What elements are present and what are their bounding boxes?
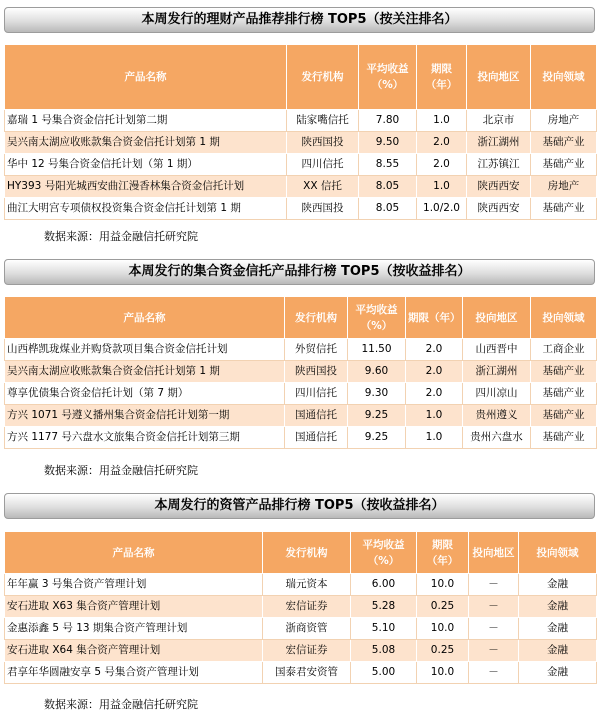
region: 北京市	[467, 110, 531, 132]
field: 基础产业	[531, 427, 597, 449]
yield: 8.55	[359, 154, 417, 176]
yield: 9.25	[348, 405, 406, 427]
term: 2.0	[417, 132, 467, 154]
table-row	[5, 618, 597, 640]
table-row	[5, 574, 597, 596]
yield: 5.00	[351, 662, 417, 684]
product-name: 年年赢 3 号集合资产管理计划	[5, 574, 263, 596]
issuer: 国通信托	[285, 427, 348, 449]
section-3-table	[4, 531, 597, 684]
section-3-title: 本周发行的资管产品排行榜 TOP5（按收益排名）	[4, 493, 595, 519]
region: －	[469, 618, 519, 640]
product-name: 华中 12 号集合资金信托计划（第 1 期）	[5, 154, 287, 176]
yield: 7.80	[359, 110, 417, 132]
issuer: 陆家嘴信托	[287, 110, 359, 132]
issuer: 瑞元资本	[263, 574, 351, 596]
issuer: 宏信证券	[263, 640, 351, 662]
region: 陕西西安	[467, 176, 531, 198]
product-name: 尊享优债集合资金信托计划（第 7 期）	[5, 383, 285, 405]
term: 2.0	[406, 361, 463, 383]
col-header-yield: 平均收益（%）	[348, 297, 406, 339]
col-header-name: 产品名称	[5, 297, 285, 339]
term: 0.25	[417, 596, 469, 618]
product-name: 曲江大明宫专项债权投资集合资金信托计划第 1 期	[5, 198, 287, 220]
issuer: 国通信托	[285, 405, 348, 427]
yield: 9.25	[348, 427, 406, 449]
region: 贵州六盘水	[463, 427, 531, 449]
term: 10.0	[417, 618, 469, 640]
term: 1.0	[417, 110, 467, 132]
field: 金融	[519, 574, 597, 596]
region: －	[469, 640, 519, 662]
col-header-field: 投向领域	[531, 297, 597, 339]
product-name: 吴兴南太湖应收账款集合资金信托计划第 1 期	[5, 132, 287, 154]
region: －	[469, 574, 519, 596]
term: 2.0	[417, 154, 467, 176]
col-header-region: 投向地区	[467, 45, 531, 110]
field: 基础产业	[531, 198, 597, 220]
product-name: 方兴 1071 号遵义播州集合资金信托计划第一期	[5, 405, 285, 427]
yield: 6.00	[351, 574, 417, 596]
term: 10.0	[417, 574, 469, 596]
field: 基础产业	[531, 154, 597, 176]
yield: 11.50	[348, 339, 406, 361]
field: 基础产业	[531, 132, 597, 154]
issuer: XX 信托	[287, 176, 359, 198]
data-source-note: 数据来源：用益金融信托研究院	[44, 698, 198, 711]
product-name: HY393 号阳光城西安曲江漫香林集合资金信托计划	[5, 176, 287, 198]
yield: 9.50	[359, 132, 417, 154]
product-name: 安石进取 X64 集合资产管理计划	[5, 640, 263, 662]
section-2-title: 本周发行的集合资金信托产品排行榜 TOP5（按收益排名）	[4, 259, 595, 285]
table-row	[5, 640, 597, 662]
term: 1.0/2.0	[417, 198, 467, 220]
product-name: 吴兴南太湖应收账款集合资金信托计划第 1 期	[5, 361, 285, 383]
term: 2.0	[406, 383, 463, 405]
region: 江苏镇江	[467, 154, 531, 176]
product-name: 方兴 1177 号六盘水文旅集合资金信托计划第三期	[5, 427, 285, 449]
field: 金融	[519, 662, 597, 684]
field: 房地产	[531, 110, 597, 132]
field: 工商企业	[531, 339, 597, 361]
product-name: 安石进取 X63 集合资产管理计划	[5, 596, 263, 618]
region: －	[469, 662, 519, 684]
col-header-name: 产品名称	[5, 532, 263, 574]
col-header-field: 投向领域	[519, 532, 597, 574]
yield: 5.08	[351, 640, 417, 662]
yield: 5.28	[351, 596, 417, 618]
col-header-issuer: 发行机构	[263, 532, 351, 574]
term: 1.0	[406, 405, 463, 427]
col-header-term: 期限（年）	[417, 45, 467, 110]
col-header-name: 产品名称	[5, 45, 287, 110]
data-source-note: 数据来源：用益金融信托研究院	[44, 464, 198, 477]
field: 基础产业	[531, 361, 597, 383]
product-name: 山西桦凯珑煤业并购贷款项目集合资金信托计划	[5, 339, 285, 361]
col-header-region: 投向地区	[463, 297, 531, 339]
issuer: 外贸信托	[285, 339, 348, 361]
term: 1.0	[417, 176, 467, 198]
region: 浙江湖州	[463, 361, 531, 383]
term: 1.0	[406, 427, 463, 449]
region: 贵州遵义	[463, 405, 531, 427]
table-row	[5, 596, 597, 618]
region: 山西晋中	[463, 339, 531, 361]
yield: 8.05	[359, 198, 417, 220]
col-header-yield: 平均收益（%）	[359, 45, 417, 110]
region: 四川凉山	[463, 383, 531, 405]
issuer: 陕西国投	[285, 361, 348, 383]
issuer: 浙商资管	[263, 618, 351, 640]
issuer: 陕西国投	[287, 198, 359, 220]
issuer: 国泰君安资管	[263, 662, 351, 684]
yield: 9.60	[348, 361, 406, 383]
term: 0.25	[417, 640, 469, 662]
data-source-note: 数据来源：用益金融信托研究院	[44, 230, 198, 243]
section-1-title: 本周发行的理财产品推荐排行榜 TOP5（按关注排名）	[4, 7, 595, 33]
col-header-yield: 平均收益（%）	[351, 532, 417, 574]
col-header-region: 投向地区	[469, 532, 519, 574]
issuer: 四川信托	[285, 383, 348, 405]
field: 房地产	[531, 176, 597, 198]
yield: 9.30	[348, 383, 406, 405]
yield: 5.10	[351, 618, 417, 640]
term: 10.0	[417, 662, 469, 684]
term: 2.0	[406, 339, 463, 361]
issuer: 宏信证券	[263, 596, 351, 618]
col-header-term: 期限（年）	[406, 297, 463, 339]
issuer: 四川信托	[287, 154, 359, 176]
region: 陕西西安	[467, 198, 531, 220]
product-name: 金惠添鑫 5 号 13 期集合资产管理计划	[5, 618, 263, 640]
field: 基础产业	[531, 383, 597, 405]
product-name: 嘉瑞 1 号集合资金信托计划第二期	[5, 110, 287, 132]
col-header-issuer: 发行机构	[285, 297, 348, 339]
field: 金融	[519, 618, 597, 640]
table-header-row	[5, 532, 597, 574]
col-header-issuer: 发行机构	[287, 45, 359, 110]
region: 浙江湖州	[467, 132, 531, 154]
issuer: 陕西国投	[287, 132, 359, 154]
region: －	[469, 596, 519, 618]
field: 金融	[519, 596, 597, 618]
product-name: 君享年华圆融安享 5 号集合资产管理计划	[5, 662, 263, 684]
table-row	[5, 662, 597, 684]
col-header-field: 投向领域	[531, 45, 597, 110]
field: 基础产业	[531, 405, 597, 427]
yield: 8.05	[359, 176, 417, 198]
col-header-term: 期限（年）	[417, 532, 469, 574]
field: 金融	[519, 640, 597, 662]
